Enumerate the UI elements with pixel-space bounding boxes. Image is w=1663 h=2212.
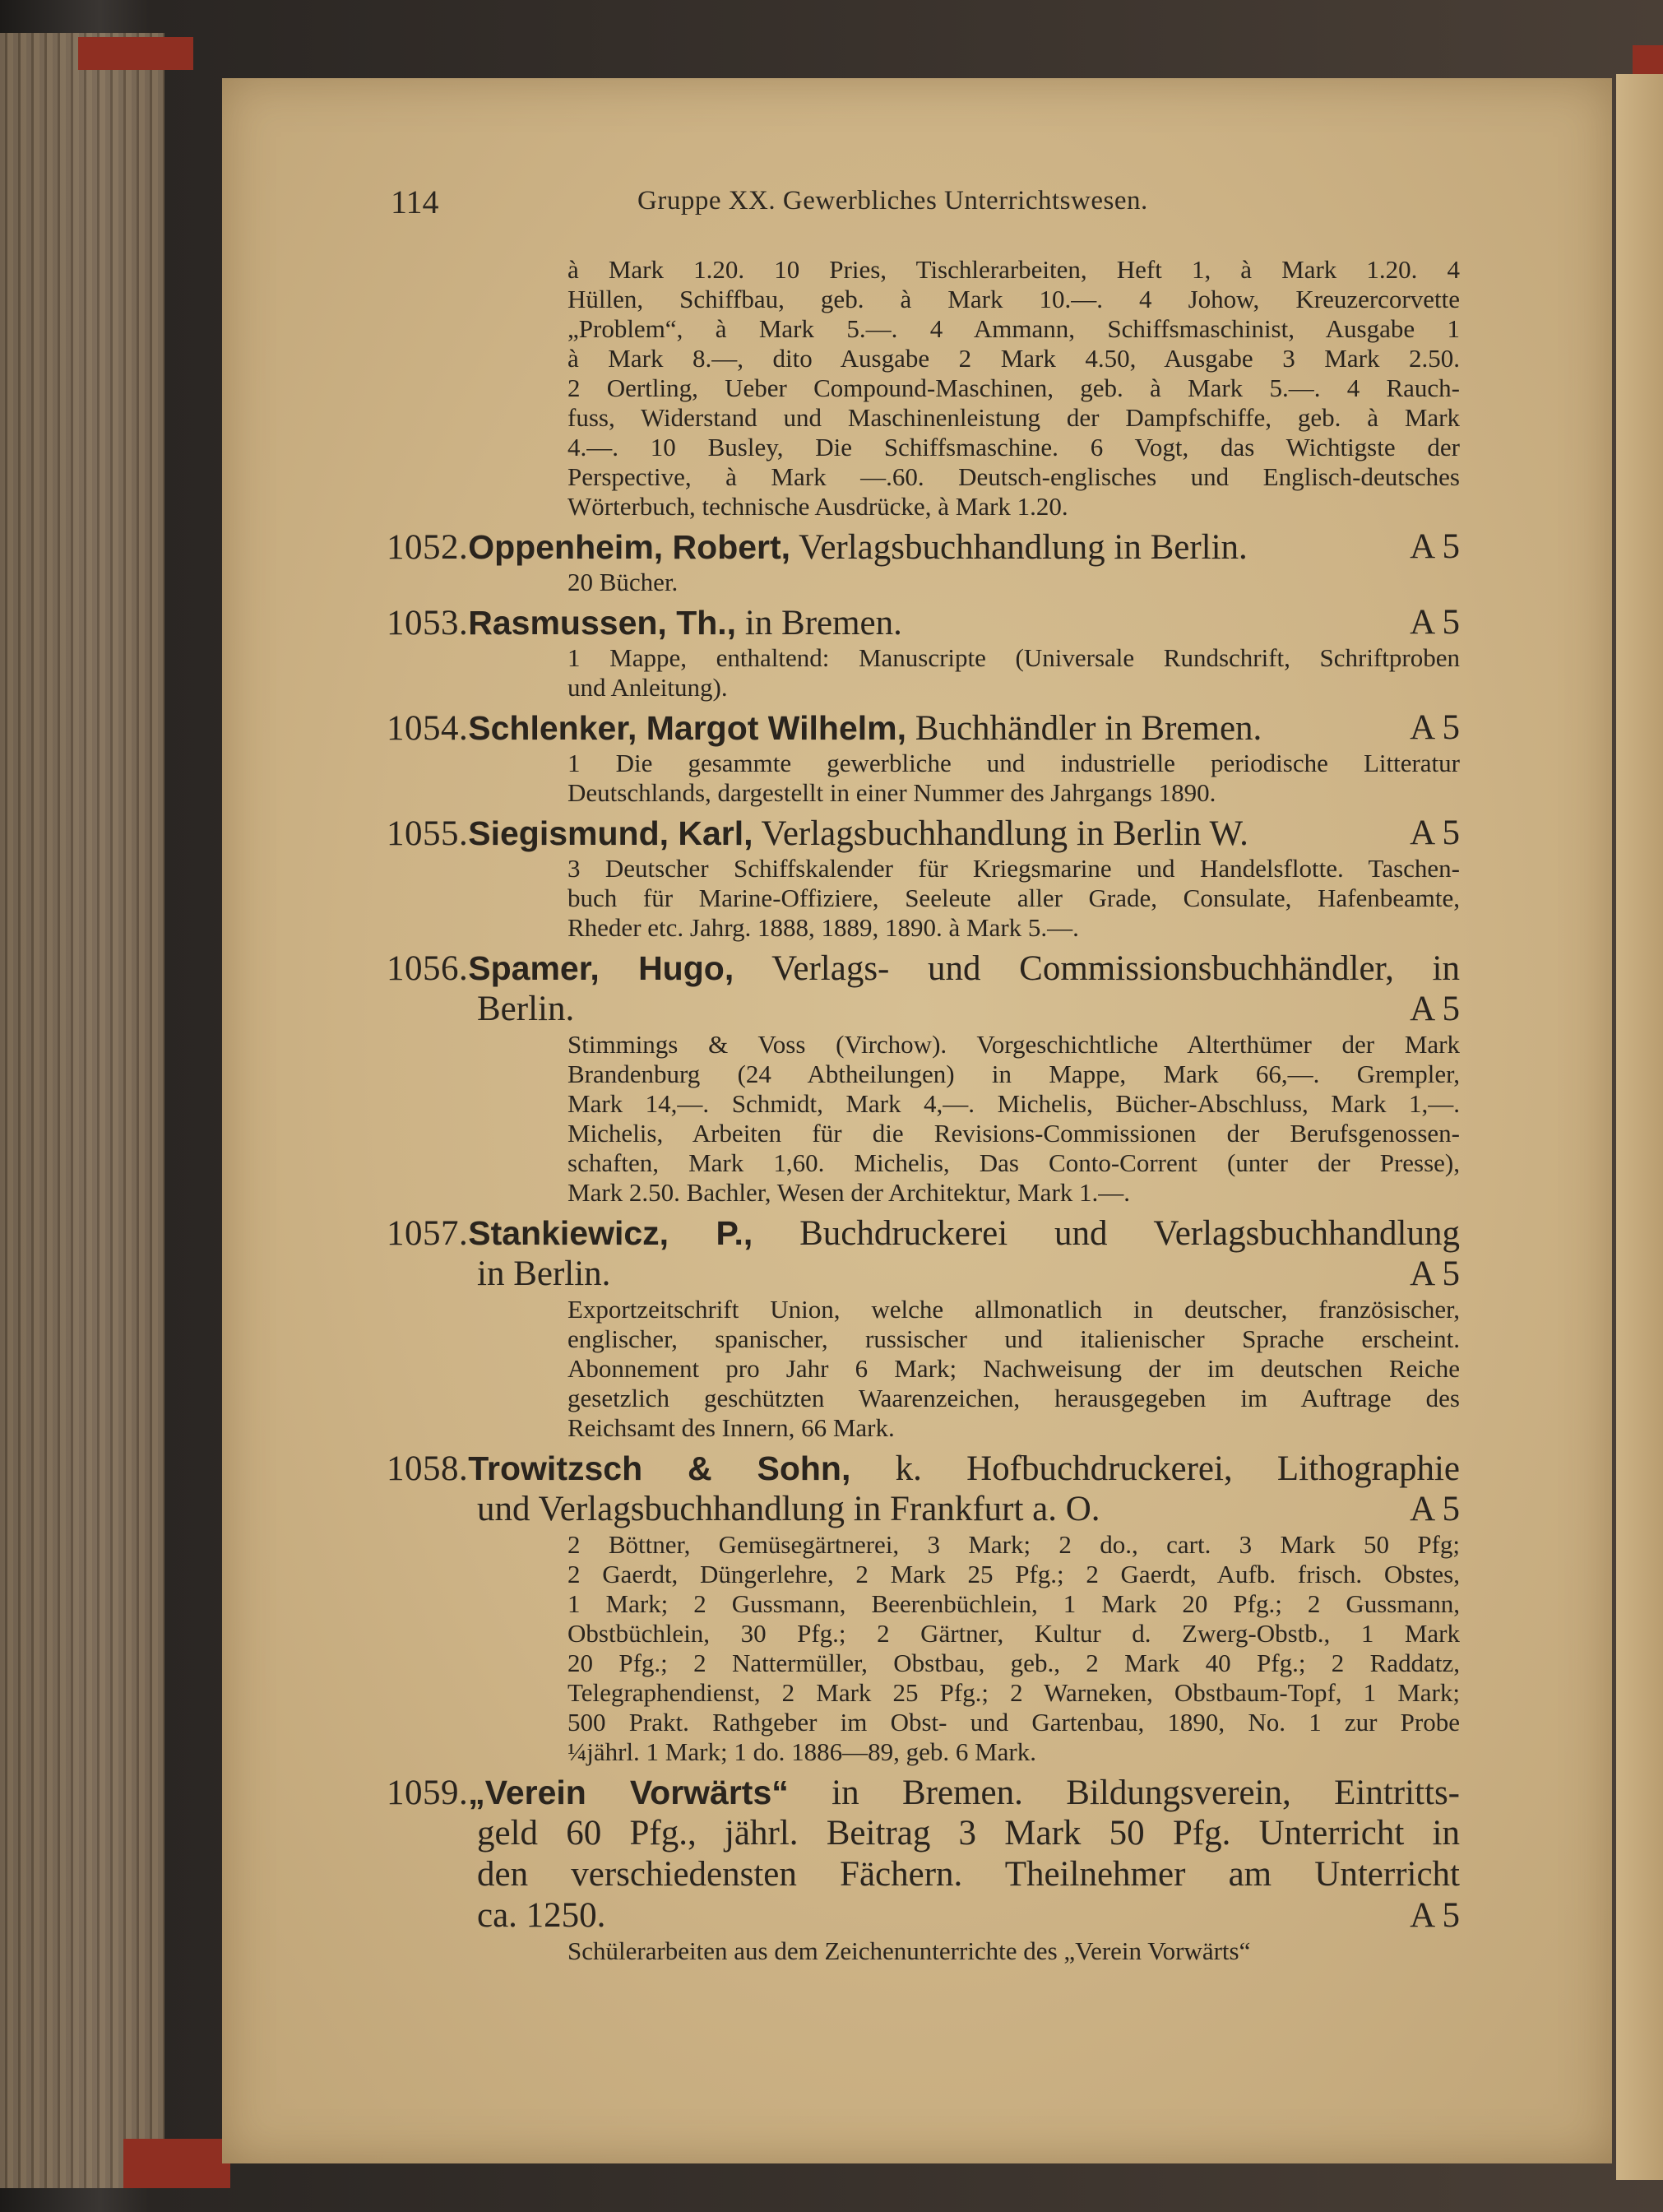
exhibit-class: A 5 (1410, 814, 1460, 852)
catalog-entry (387, 1772, 1460, 1966)
exhibitor-name: Spamer, Hugo, (468, 949, 734, 987)
page-number: 114 (391, 183, 439, 220)
intro-line: à Mark 8.—, dito Ausgabe 2 Mark 4.50, Ausgabe 3 Mark 2.50. (567, 344, 1460, 373)
entry-heading-text: und Verlagsbuchhandlung in Frankfurt a. O. (477, 1490, 1100, 1528)
entry-heading-text: den verschiedensten Fächern. Theilnehmer am Unterricht (477, 1855, 1460, 1894)
exhibit-class: A 5 (1410, 1490, 1460, 1528)
exhibit-class: A 5 (1410, 1896, 1460, 1935)
description-line: 20 Bücher. (567, 568, 679, 596)
exhibitor-name: „Verein Vorwärts“ (468, 1774, 789, 1811)
description-line: und Anleitung). (567, 673, 728, 702)
description-line: englischer, spanischer, russischer und italienischer Sprache erscheint. (567, 1324, 1460, 1353)
catalog-entry (387, 526, 1460, 597)
entry-heading-text: Verlagsbuchhandlung in Berlin. (799, 528, 1248, 567)
description-line: Mark 2.50. Bachler, Wesen der Architektur, Mark 1.—. (567, 1178, 1131, 1207)
entry-heading-line (387, 1895, 1460, 1936)
description-line: 1 Mappe, enthaltend: Manuscripte (Universale Rundschrift, Schriftproben (567, 643, 1460, 672)
catalog-entry (387, 707, 1460, 808)
exhibitor-name: Siegismund, Karl, (468, 814, 753, 852)
entry-heading-line (387, 1213, 1460, 1254)
catalog-entry (387, 1213, 1460, 1443)
entry-heading-text: geld 60 Pfg., jährl. Beitrag 3 Mark 50 Pfg. Unterricht in (477, 1814, 1460, 1853)
entry-heading-line (387, 707, 1460, 749)
intro-line: 4.—. 10 Busley, Die Schiffsmaschine. 6 Vogt, das Wichtigste der (567, 433, 1460, 461)
intro-line: Hüllen, Schiffbau, geb. à Mark 10.—. 4 Johow, Kreuzercorvette (567, 285, 1460, 313)
description-line: 2 Böttner, Gemüsegärtnerei, 3 Mark; 2 do., cart. 3 Mark 50 Pfg; (567, 1530, 1460, 1559)
intro-line: à Mark 1.20. 10 Pries, Tischlerarbeiten, Heft 1, à Mark 1.20. 4 (567, 255, 1460, 284)
entry-number: 1055. (387, 814, 469, 853)
description-line: Brandenburg (24 Abtheilungen) in Mappe, Mark 66,—. Grempler, (567, 1060, 1460, 1088)
entry-description (387, 1295, 1460, 1443)
exhibitor-name: Trowitzsch & Sohn, (468, 1449, 851, 1487)
next-page-edge (1616, 74, 1663, 2180)
intro-line: Wörterbuch, technische Ausdrücke, à Mark 1.20. (567, 492, 1068, 521)
exhibitor-name: Rasmussen, Th., (468, 604, 737, 642)
exhibitor-name: Schlenker, Margot Wilhelm, (468, 709, 907, 747)
catalog-entry (387, 1448, 1460, 1767)
entry-heading-text: ca. 1250. (477, 1896, 606, 1935)
entry-description (387, 1530, 1460, 1767)
entry-heading-text: Verlags- und Commissionsbuchhändler, in (771, 949, 1460, 988)
entry-number: 1058. (387, 1449, 469, 1488)
exhibit-class: A 5 (1410, 527, 1460, 566)
entry-heading-line (387, 1813, 1460, 1854)
description-line: Mark 14,—. Schmidt, Mark 4,—. Michelis, Bücher-Abschluss, Mark 1,—. (567, 1089, 1460, 1118)
description-line: Schülerarbeiten aus dem Zeichenunterrichte des „Verein Vorwärts“ (567, 1936, 1251, 1965)
entry-heading-text: Buchdruckerei und Verlagsbuchhandlung (799, 1214, 1460, 1253)
entry-description (387, 568, 1460, 597)
running-head: Gruppe XX. Gewerbliches Unterrichtswesen. (637, 186, 1148, 216)
entry-number: 1052. (387, 528, 469, 567)
entry-heading-line (387, 948, 1460, 989)
description-line: buch für Marine-Offiziere, Seeleute aller Grade, Consulate, Hafenbeamte, (567, 883, 1460, 912)
entry-number: 1059. (387, 1774, 469, 1812)
description-line: 3 Deutscher Schiffskalender für Kriegsmarine und Handelsflotte. Taschen- (567, 854, 1460, 883)
entry-description (387, 1936, 1460, 1966)
description-line: Stimmings & Voss (Virchow). Vorgeschichtliche Alterthümer der Mark (567, 1030, 1460, 1059)
catalog-entry (387, 813, 1460, 943)
intro-block (387, 255, 1460, 522)
entry-heading-text: in Bremen. Bildungsverein, Eintritts- (832, 1774, 1460, 1812)
entry-number: 1056. (387, 949, 469, 988)
exhibit-class: A 5 (1410, 1254, 1460, 1293)
entry-number: 1057. (387, 1214, 469, 1253)
entry-heading-line (387, 813, 1460, 854)
page-header (391, 183, 1460, 224)
description-line: 500 Prakt. Rathgeber im Obst- und Gartenbau, 1890, No. 1 zur Probe (567, 1708, 1460, 1737)
description-line: Reichsamt des Innern, 66 Mark. (567, 1413, 895, 1442)
entry-heading-line (387, 1772, 1460, 1813)
intro-line: 2 Oertling, Ueber Compound-Maschinen, geb. à Mark 5.—. 4 Rauch- (567, 373, 1460, 402)
catalog-entry (387, 948, 1460, 1208)
entry-heading-text: Verlagsbuchhandlung in Berlin W. (761, 814, 1248, 853)
entry-heading-text: Berlin. (477, 990, 575, 1028)
description-line: Rheder etc. Jahrg. 1888, 1889, 1890. à Mark 5.—. (567, 913, 1079, 942)
description-line: Michelis, Arbeiten für die Revisions-Commissionen der Berufsgenossen- (567, 1119, 1460, 1148)
description-line: 1 Mark; 2 Gussmann, Beerenbüchlein, 1 Mark 20 Pfg.; 2 Gussmann, (567, 1589, 1460, 1618)
description-line: Deutschlands, dargestellt in einer Nummer des Jahrgangs 1890. (567, 778, 1216, 807)
description-line: 20 Pfg.; 2 Nattermüller, Obstbau, geb., 2 Mark 40 Pfg.; 2 Raddatz, (567, 1649, 1460, 1677)
description-line: gesetzlich geschützten Waarenzeichen, herausgegeben im Auftrage des (567, 1384, 1460, 1412)
exhibitor-name: Stankiewicz, P., (468, 1214, 753, 1252)
exhibit-class: A 5 (1410, 708, 1460, 747)
description-line: ¼jährl. 1 Mark; 1 do. 1886—89, geb. 6 Mark. (567, 1737, 1036, 1766)
page-edges (0, 33, 164, 2188)
entry-description (387, 1030, 1460, 1208)
red-corner-bottom-left (123, 2139, 230, 2188)
entry-heading-line (387, 1254, 1460, 1295)
entry-heading-line (387, 1854, 1460, 1895)
description-line: Exportzeitschrift Union, welche allmonatlich in deutscher, französischer, (567, 1295, 1460, 1324)
entry-number: 1053. (387, 604, 469, 642)
exhibit-class: A 5 (1410, 990, 1460, 1028)
exhibitor-name: Oppenheim, Robert, (468, 528, 791, 566)
description-line: schaften, Mark 1,60. Michelis, Das Conto-Corrent (unter der Presse), (567, 1148, 1460, 1177)
entry-heading-line (387, 602, 1460, 643)
entry-heading-text: k. Hofbuchdruckerei, Lithographie (895, 1449, 1461, 1488)
entries-list (387, 526, 1460, 1966)
page-content (387, 255, 1460, 1966)
description-line: 1 Die gesammte gewerbliche und industrielle periodische Litteratur (567, 749, 1460, 777)
entry-heading-text: Buchhändler in Bremen. (915, 709, 1262, 748)
entry-heading-text: in Berlin. (477, 1254, 611, 1293)
entry-description (387, 854, 1460, 943)
intro-line: fuss, Widerstand und Maschinenleistung der Dampfschiffe, geb. à Mark (567, 403, 1460, 432)
entry-description (387, 749, 1460, 808)
red-corner-top-left (78, 37, 193, 70)
exhibit-class: A 5 (1410, 603, 1460, 642)
entry-heading-text: in Bremen. (744, 604, 902, 642)
entry-heading-line (387, 526, 1460, 568)
description-line: 2 Gaerdt, Düngerlehre, 2 Mark 25 Pfg.; 2 Gaerdt, Aufb. frisch. Obstes, (567, 1560, 1460, 1588)
catalog-entry (387, 602, 1460, 703)
entry-heading-line (387, 1448, 1460, 1489)
entry-heading-line (387, 989, 1460, 1030)
description-line: Obstbüchlein, 30 Pfg.; 2 Gärtner, Kultur d. Zwerg-Obstb., 1 Mark (567, 1619, 1460, 1648)
description-line: Abonnement pro Jahr 6 Mark; Nachweisung der im deutschen Reiche (567, 1354, 1460, 1383)
entry-heading-line (387, 1489, 1460, 1530)
intro-line: „Problem“, à Mark 5.—. 4 Ammann, Schiffsmaschinist, Ausgabe 1 (567, 314, 1460, 343)
entry-number: 1054. (387, 709, 469, 748)
entry-description (387, 643, 1460, 703)
description-line: Telegraphendienst, 2 Mark 25 Pfg.; 2 Warneken, Obstbaum-Topf, 1 Mark; (567, 1678, 1460, 1707)
intro-line: Perspective, à Mark —.60. Deutsch-englisches und Englisch-deutsches (567, 462, 1460, 491)
